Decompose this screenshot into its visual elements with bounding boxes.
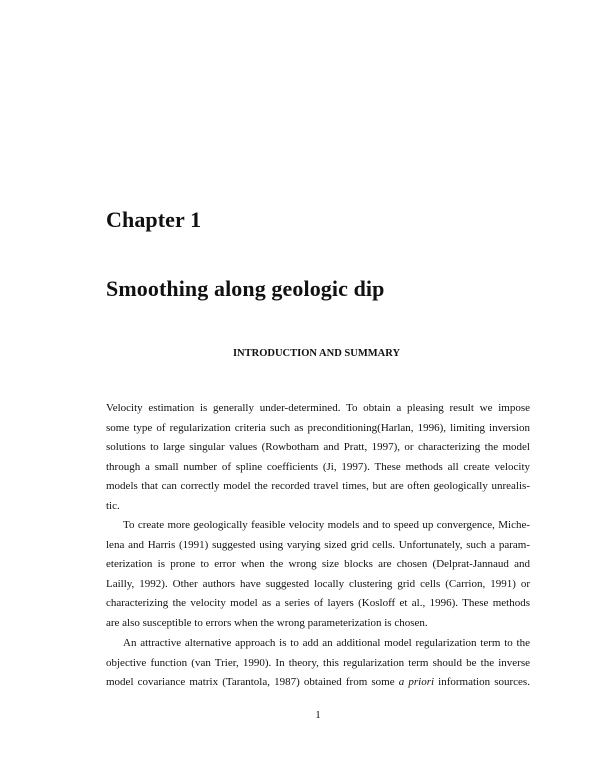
italic-term: a priori <box>398 676 435 689</box>
line-text: information sources. <box>434 676 530 689</box>
chapter-label: Chapter 1 <box>106 207 202 232</box>
paragraph-line: lena and Harris (1991) suggested using varying sized grid cells. Unfortunately, such a param- <box>106 538 530 551</box>
page-number: 1 <box>315 709 321 721</box>
paragraph-line: through a small number of spline coefficients (Ji, 1997). These methods all create velocity <box>106 460 530 473</box>
line-text: model covariance matrix (Tarantola, 1987) obtained from some <box>106 676 399 689</box>
chapter-title: Smoothing along geologic dip <box>106 276 385 301</box>
paragraph-line: some type of regularization criteria such as preconditioning(Harlan, 1996), limiting inversion <box>106 421 530 434</box>
paragraph-line-with-italic <box>106 673 530 693</box>
paragraph-line: are also susceptible to errors when the wrong parameterization is chosen. <box>106 616 428 629</box>
paragraph-line: tic. <box>106 499 120 512</box>
paragraph-line: An attractive alternative approach is to add an additional model regularization term to the <box>123 637 530 649</box>
paragraph-line: characterizing the velocity model as a series of layers (Kosloff et al., 1996). These methods <box>106 597 530 610</box>
paragraph-line: Velocity estimation is generally under-determined. To obtain a pleasing result we impose <box>106 402 530 414</box>
paragraph-3 <box>106 634 530 693</box>
paragraph-line: models that can correctly model the recorded travel times, but are often geologically unrealis- <box>106 480 530 493</box>
paragraph-line: To create more geologically feasible velocity models and to speed up convergence, Miche- <box>123 519 530 531</box>
paragraph-line: solutions to large singular values (Rowbotham and Pratt, 1997), or characterizing the model <box>106 441 530 454</box>
paragraph-line: Lailly, 1992). Other authors have suggested locally clustering grid cells (Carrion, 1991) or <box>106 577 530 590</box>
paragraph-line: eterization is prone to error when the wrong size blocks are chosen (Delprat-Jannaud and <box>106 558 530 571</box>
paragraph-1 <box>106 399 530 517</box>
paragraph-line: objective function (van Trier, 1990). In theory, this regularization term should be the inverse <box>106 656 530 669</box>
paragraph-2 <box>106 516 530 634</box>
section-heading: INTRODUCTION AND SUMMARY <box>232 348 401 359</box>
